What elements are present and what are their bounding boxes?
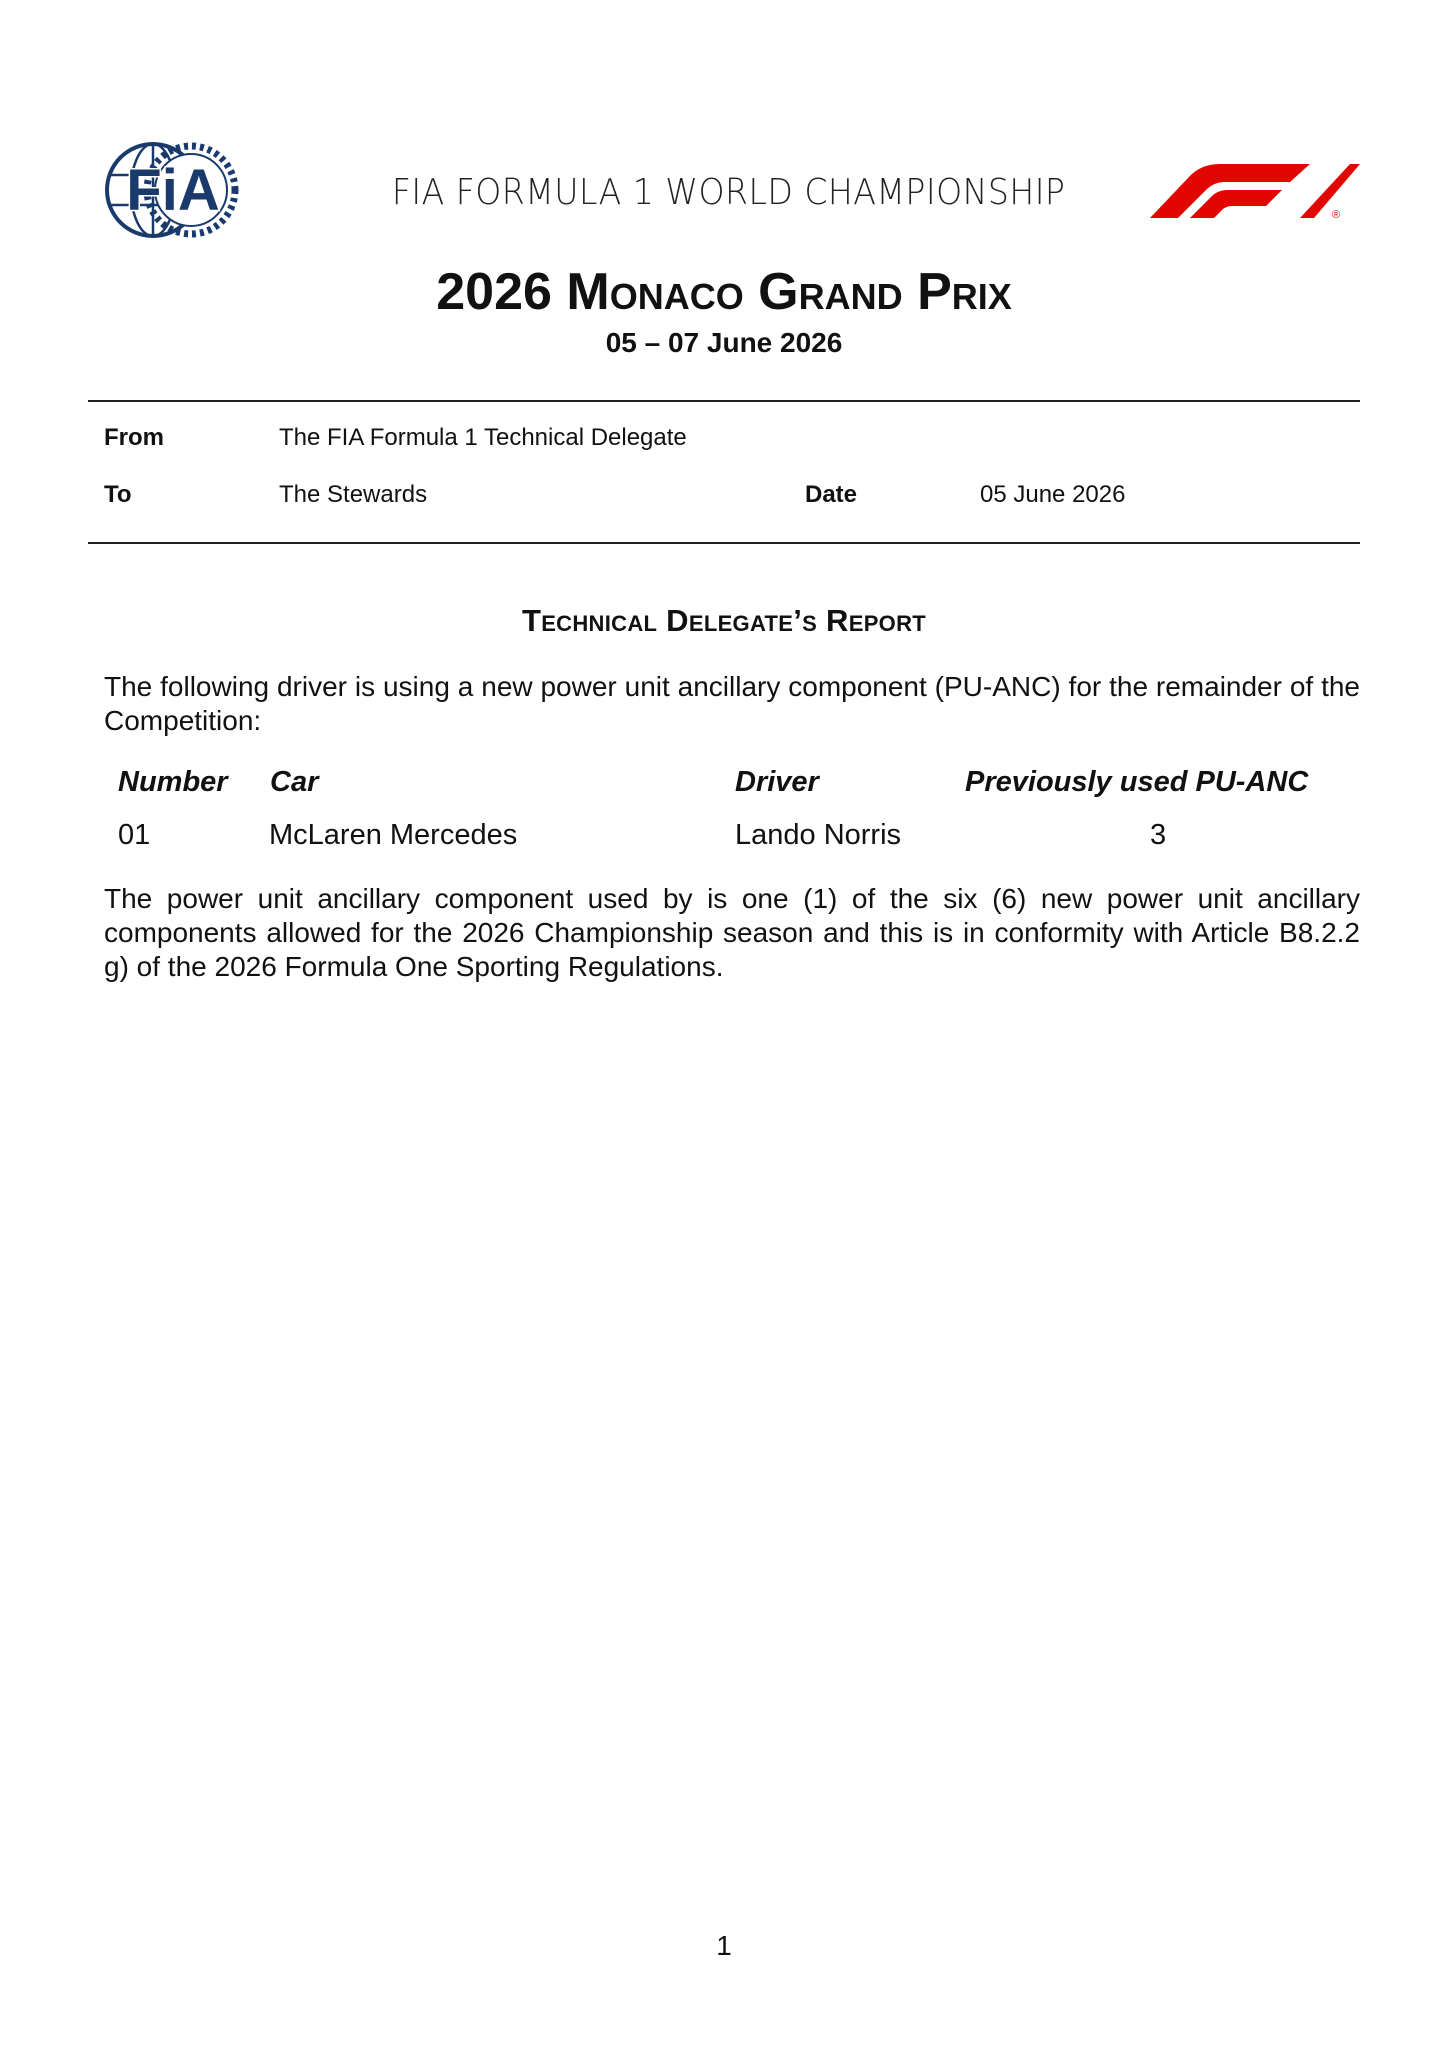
from-value: The FIA Formula 1 Technical Delegate — [279, 424, 687, 451]
to-value: The Stewards — [279, 481, 428, 508]
table-cell-driver: Lando Norris — [735, 819, 902, 851]
from-label: From — [104, 424, 164, 451]
event-dates: 05 – 07 June 2026 — [605, 327, 843, 358]
f1-logo — [1150, 160, 1360, 220]
table-header-number: Number — [118, 766, 228, 798]
table-header-previous-pu-anc: Previously used PU-ANC — [965, 766, 1309, 798]
table-cell-previous-pu-anc: 3 — [1150, 819, 1167, 851]
table-cell-number: 01 — [118, 819, 151, 851]
date-value: 05 June 2026 — [980, 481, 1126, 508]
date-label: Date — [805, 481, 858, 508]
report-title: Technical Delegate’s Report — [521, 603, 927, 638]
event-year: 2026 — [436, 263, 552, 321]
table-cell-car: McLaren Mercedes — [269, 819, 518, 851]
event-name-word-2: Grand — [758, 263, 903, 321]
table-header-driver: Driver — [735, 766, 819, 798]
body-paragraph: The power unit ancillary component used by is one (1) of the six (6) new power unit ancillary components allowed for the 2026 Championship season and this is in conformity with Article B8.2.2 g) of the 2026 Formula One Sporting Regulations. — [104, 883, 1360, 982]
to-label: To — [104, 481, 132, 508]
table-header-car: Car — [270, 766, 319, 798]
event-name-word-3: Prix — [917, 263, 1012, 321]
page-number: 1 — [716, 1930, 732, 1961]
header-divider-bottom — [88, 542, 1360, 544]
fia-logo-text: FiA — [126, 158, 220, 223]
intro-paragraph: The following driver is using a new power unit ancillary component (PU-ANC) for the remainder of the Competition: — [104, 671, 1360, 736]
championship-title: FIA FORMULA 1 WORLD CHAMPIONSHIP — [391, 172, 1066, 213]
grand-prix-title — [0, 262, 1448, 322]
registered-mark: ® — [1332, 209, 1341, 220]
header-divider-top — [88, 400, 1360, 402]
event-name-word-1: Monaco — [566, 263, 744, 321]
